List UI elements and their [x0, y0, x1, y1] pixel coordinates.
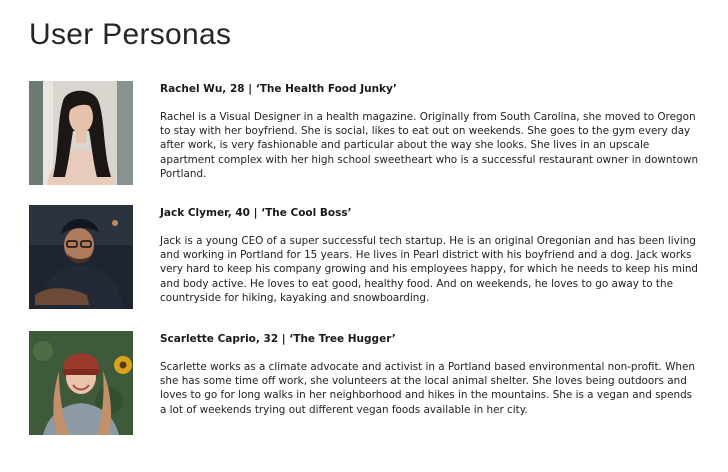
persona-photo-jack [29, 205, 133, 309]
page-title: User Personas [29, 18, 232, 51]
persona-photo-scarlette [29, 331, 133, 435]
persona-heading: Rachel Wu, 28 | ‘The Health Food Junky’ [160, 83, 397, 95]
persona-photo-rachel [29, 81, 133, 185]
persona-text-scarlette [160, 333, 700, 417]
persona-heading: Jack Clymer, 40 | ‘The Cool Boss’ [160, 207, 352, 219]
persona-bio: Scarlette works as a climate advocate and activist in a Portland based environmental non-profit. When she has some time off work, she volunteers at the local animal shelter. She loves being outdoors and loves to go for long walks in her neighborhood and hikes in the mountains. She is a vegan and spends a lot of weekends trying out different vegan foods available in her city. [160, 361, 695, 416]
persona-bio: Jack is a young CEO of a super successful tech startup. He is an original Oregonian and has been living and working in Portland for 15 years. He lives in Pearl district with his boyfriend and a dog. Jack works very hard to keep his company growing and his employees happy, for which he needs to keep his mind and body active. He loves to eat good, healthy food. And on weekends, he loves to go away to the countryside for hiking, kayaking and snowboarding. [160, 235, 699, 304]
persona-text-jack [160, 207, 700, 305]
persona-heading: Scarlette Caprio, 32 | ‘The Tree Hugger’ [160, 333, 396, 345]
persona-bio: Rachel is a Visual Designer in a health magazine. Originally from South Carolina, she moved to Oregon to stay with her boyfriend. She is social, likes to eat out on weekends. She goes to the gym every day after work, is very fashionable and particular about the way she looks. She lives in an upscale apartment complex with her high school sweetheart who is a successful restaurant owner in downtown Portland. [160, 111, 699, 180]
persona-text-rachel [160, 83, 700, 181]
